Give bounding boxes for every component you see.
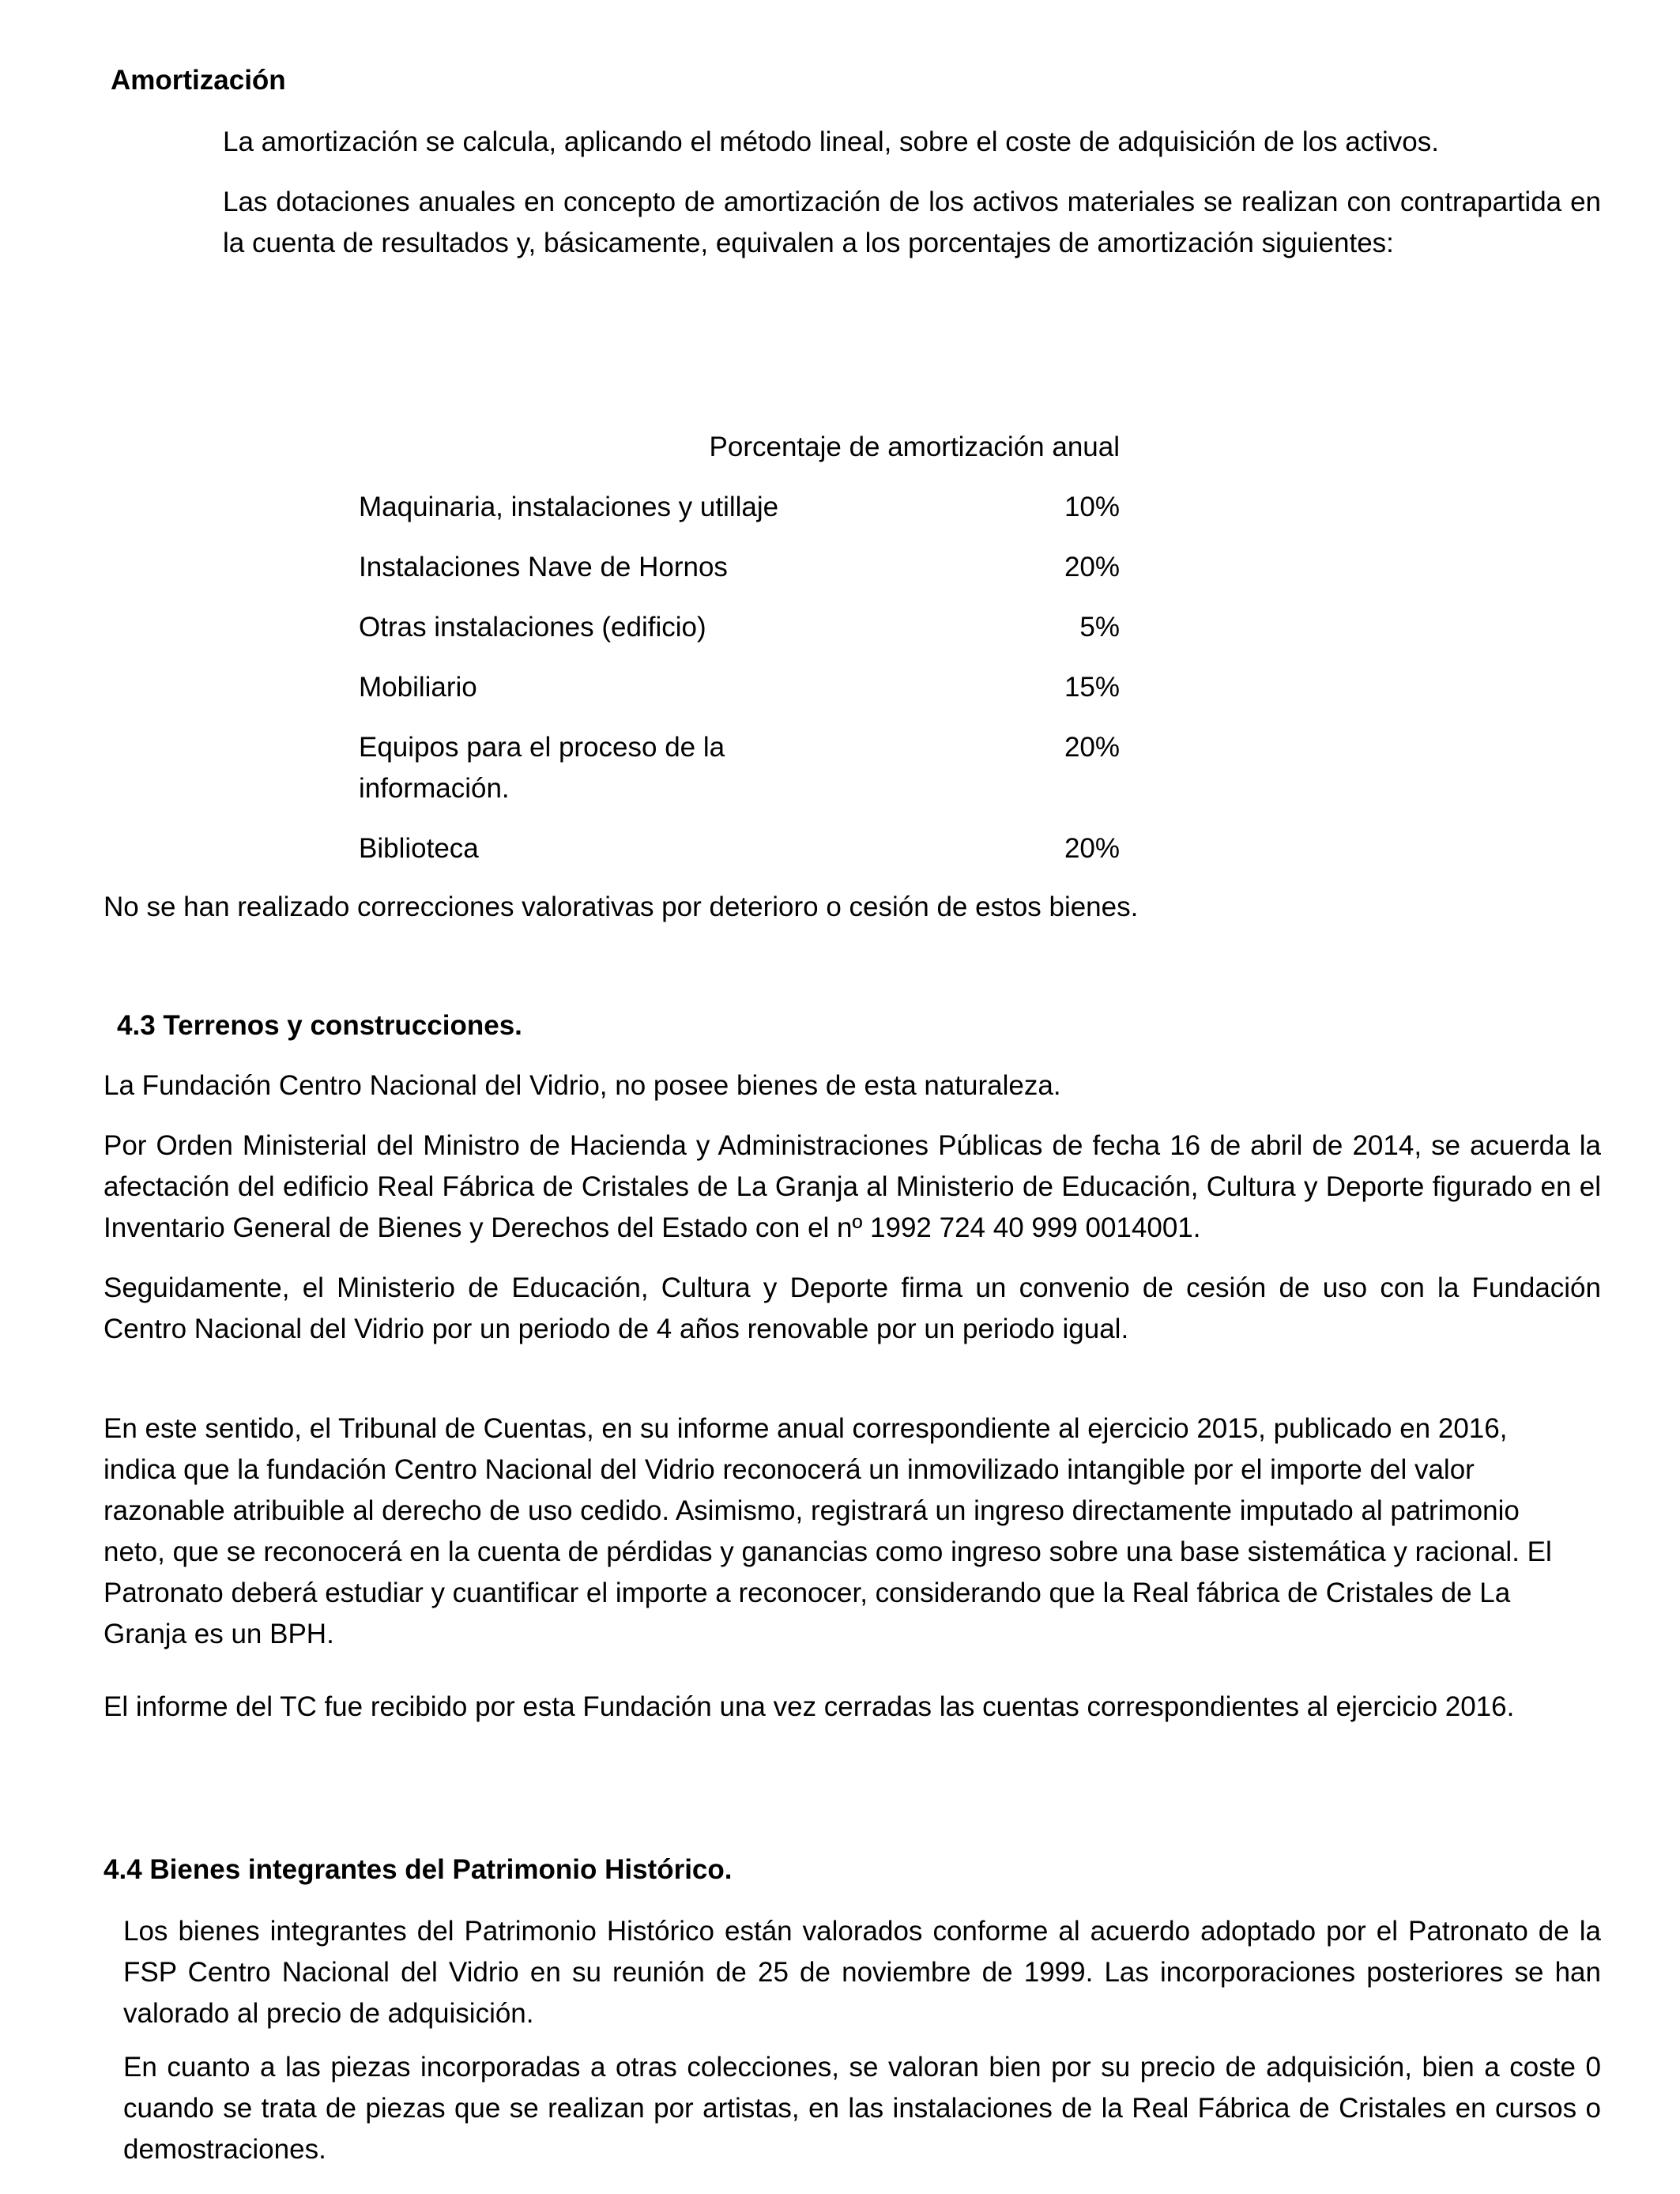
table-row-value: 15% <box>1064 672 1120 703</box>
paragraph-correcciones-valorativas: No se han realizado correcciones valorativas por deterioro o cesión de estos bienes. <box>104 892 1139 922</box>
paragraph-orden-ministerial: Por Orden Ministerial del Ministro de Hacienda y Administraciones Públicas de fecha 16 de abril de 2014, se acuerda la afectación del edificio Real Fábrica de Cristales de La Granja al Ministerio de Educación, Cultura y Deporte figurado en el Inventario General de Bienes y Derechos del Estado con el nº 1992 724 40 999 0014001. <box>104 1130 1601 1243</box>
table-row <box>359 828 1120 869</box>
table-row-value: 5% <box>1079 612 1120 643</box>
amortization-rates-table <box>359 427 1120 888</box>
paragraph-tribunal-cuentas: En este sentido, el Tribunal de Cuentas, en su informe anual correspondiente al ejercicio 2015, publicado en 2016, indica que la fundación Centro Nacional del Vidrio reconocerá un inmovilizado intangible por el importe del valor razonable atribuible al derecho de uso cedido. Asimismo, registrará un ingreso directamente imputado al patrimonio neto, que se reconocerá en la cuenta de pérdidas y ganancias como ingreso sobre una base sistemática y racional. El Patronato deberá estudiar y cuantificar el importe a reconocer, considerando que la Real fábrica de Cristales de La Granja es un BPH. <box>104 1413 1552 1649</box>
paragraph-convenio-cesion: Seguidamente, el Ministerio de Educación, Cultura y Deporte firma un convenio de cesión de uso con la Fundación Centro Nacional del Vidrio por un periodo de 4 años renovable por un periodo igual. <box>104 1272 1601 1344</box>
paragraph-informe-tc: El informe del TC fue recibido por esta Fundación una vez cerradas las cuentas correspondientes al ejercicio 2016. <box>104 1691 1515 1722</box>
section-heading-terrenos: 4.3 Terrenos y construcciones. <box>117 1010 522 1041</box>
table-row-value: 20% <box>1064 732 1120 763</box>
table-row-value: 20% <box>1064 833 1120 864</box>
paragraph-metodo-lineal: La amortización se calcula, aplicando el método lineal, sobre el coste de adquisición de los activos. <box>223 126 1439 157</box>
table-row <box>359 607 1120 648</box>
paragraph-dotaciones-anuales: Las dotaciones anuales en concepto de amortización de los activos materiales se realizan con contrapartida en la cuenta de resultados y, básicamente, equivalen a los porcentajes de amortización siguientes: <box>223 187 1601 258</box>
table-row-label: Biblioteca <box>359 833 479 864</box>
section-heading-patrimonio: 4.4 Bienes integrantes del Patrimonio Histórico. <box>104 1854 733 1885</box>
table-row <box>359 667 1120 708</box>
table-row-value: 20% <box>1064 552 1120 582</box>
table-row-label: Equipos para el proceso de la información. <box>359 732 725 804</box>
table-header: Porcentaje de amortización anual <box>709 432 1120 462</box>
table-row-label: Otras instalaciones (edificio) <box>359 612 706 643</box>
paragraph-piezas-incorporadas: En cuanto a las piezas incorporadas a otras colecciones, se valoran bien por su precio de adquisición, bien a coste 0 cuando se trata de piezas que se realizan por artistas, en las instalaciones de la Real Fábrica de Cristales en cursos o demostraciones. <box>123 2052 1601 2165</box>
table-row-value: 10% <box>1064 492 1120 522</box>
table-row-label: Instalaciones Nave de Hornos <box>359 552 728 582</box>
paragraph-bienes-valorados: Los bienes integrantes del Patrimonio Histórico están valorados conforme al acuerdo adoptado por el Patronato de la FSP Centro Nacional del Vidrio en su reunión de 25 de noviembre de 1999. Las incorporaciones posteriores se han valorado al precio de adquisición. <box>123 1916 1601 2029</box>
section-heading-amortizacion: Amortización <box>111 65 286 96</box>
table-row <box>359 547 1120 588</box>
paragraph-no-posee-bienes: La Fundación Centro Nacional del Vidrio, no posee bienes de esta naturaleza. <box>104 1070 1061 1101</box>
table-row <box>359 727 1120 809</box>
table-row-label: Mobiliario <box>359 672 477 703</box>
table-row <box>359 487 1120 528</box>
table-row-label: Maquinaria, instalaciones y utillaje <box>359 492 779 522</box>
